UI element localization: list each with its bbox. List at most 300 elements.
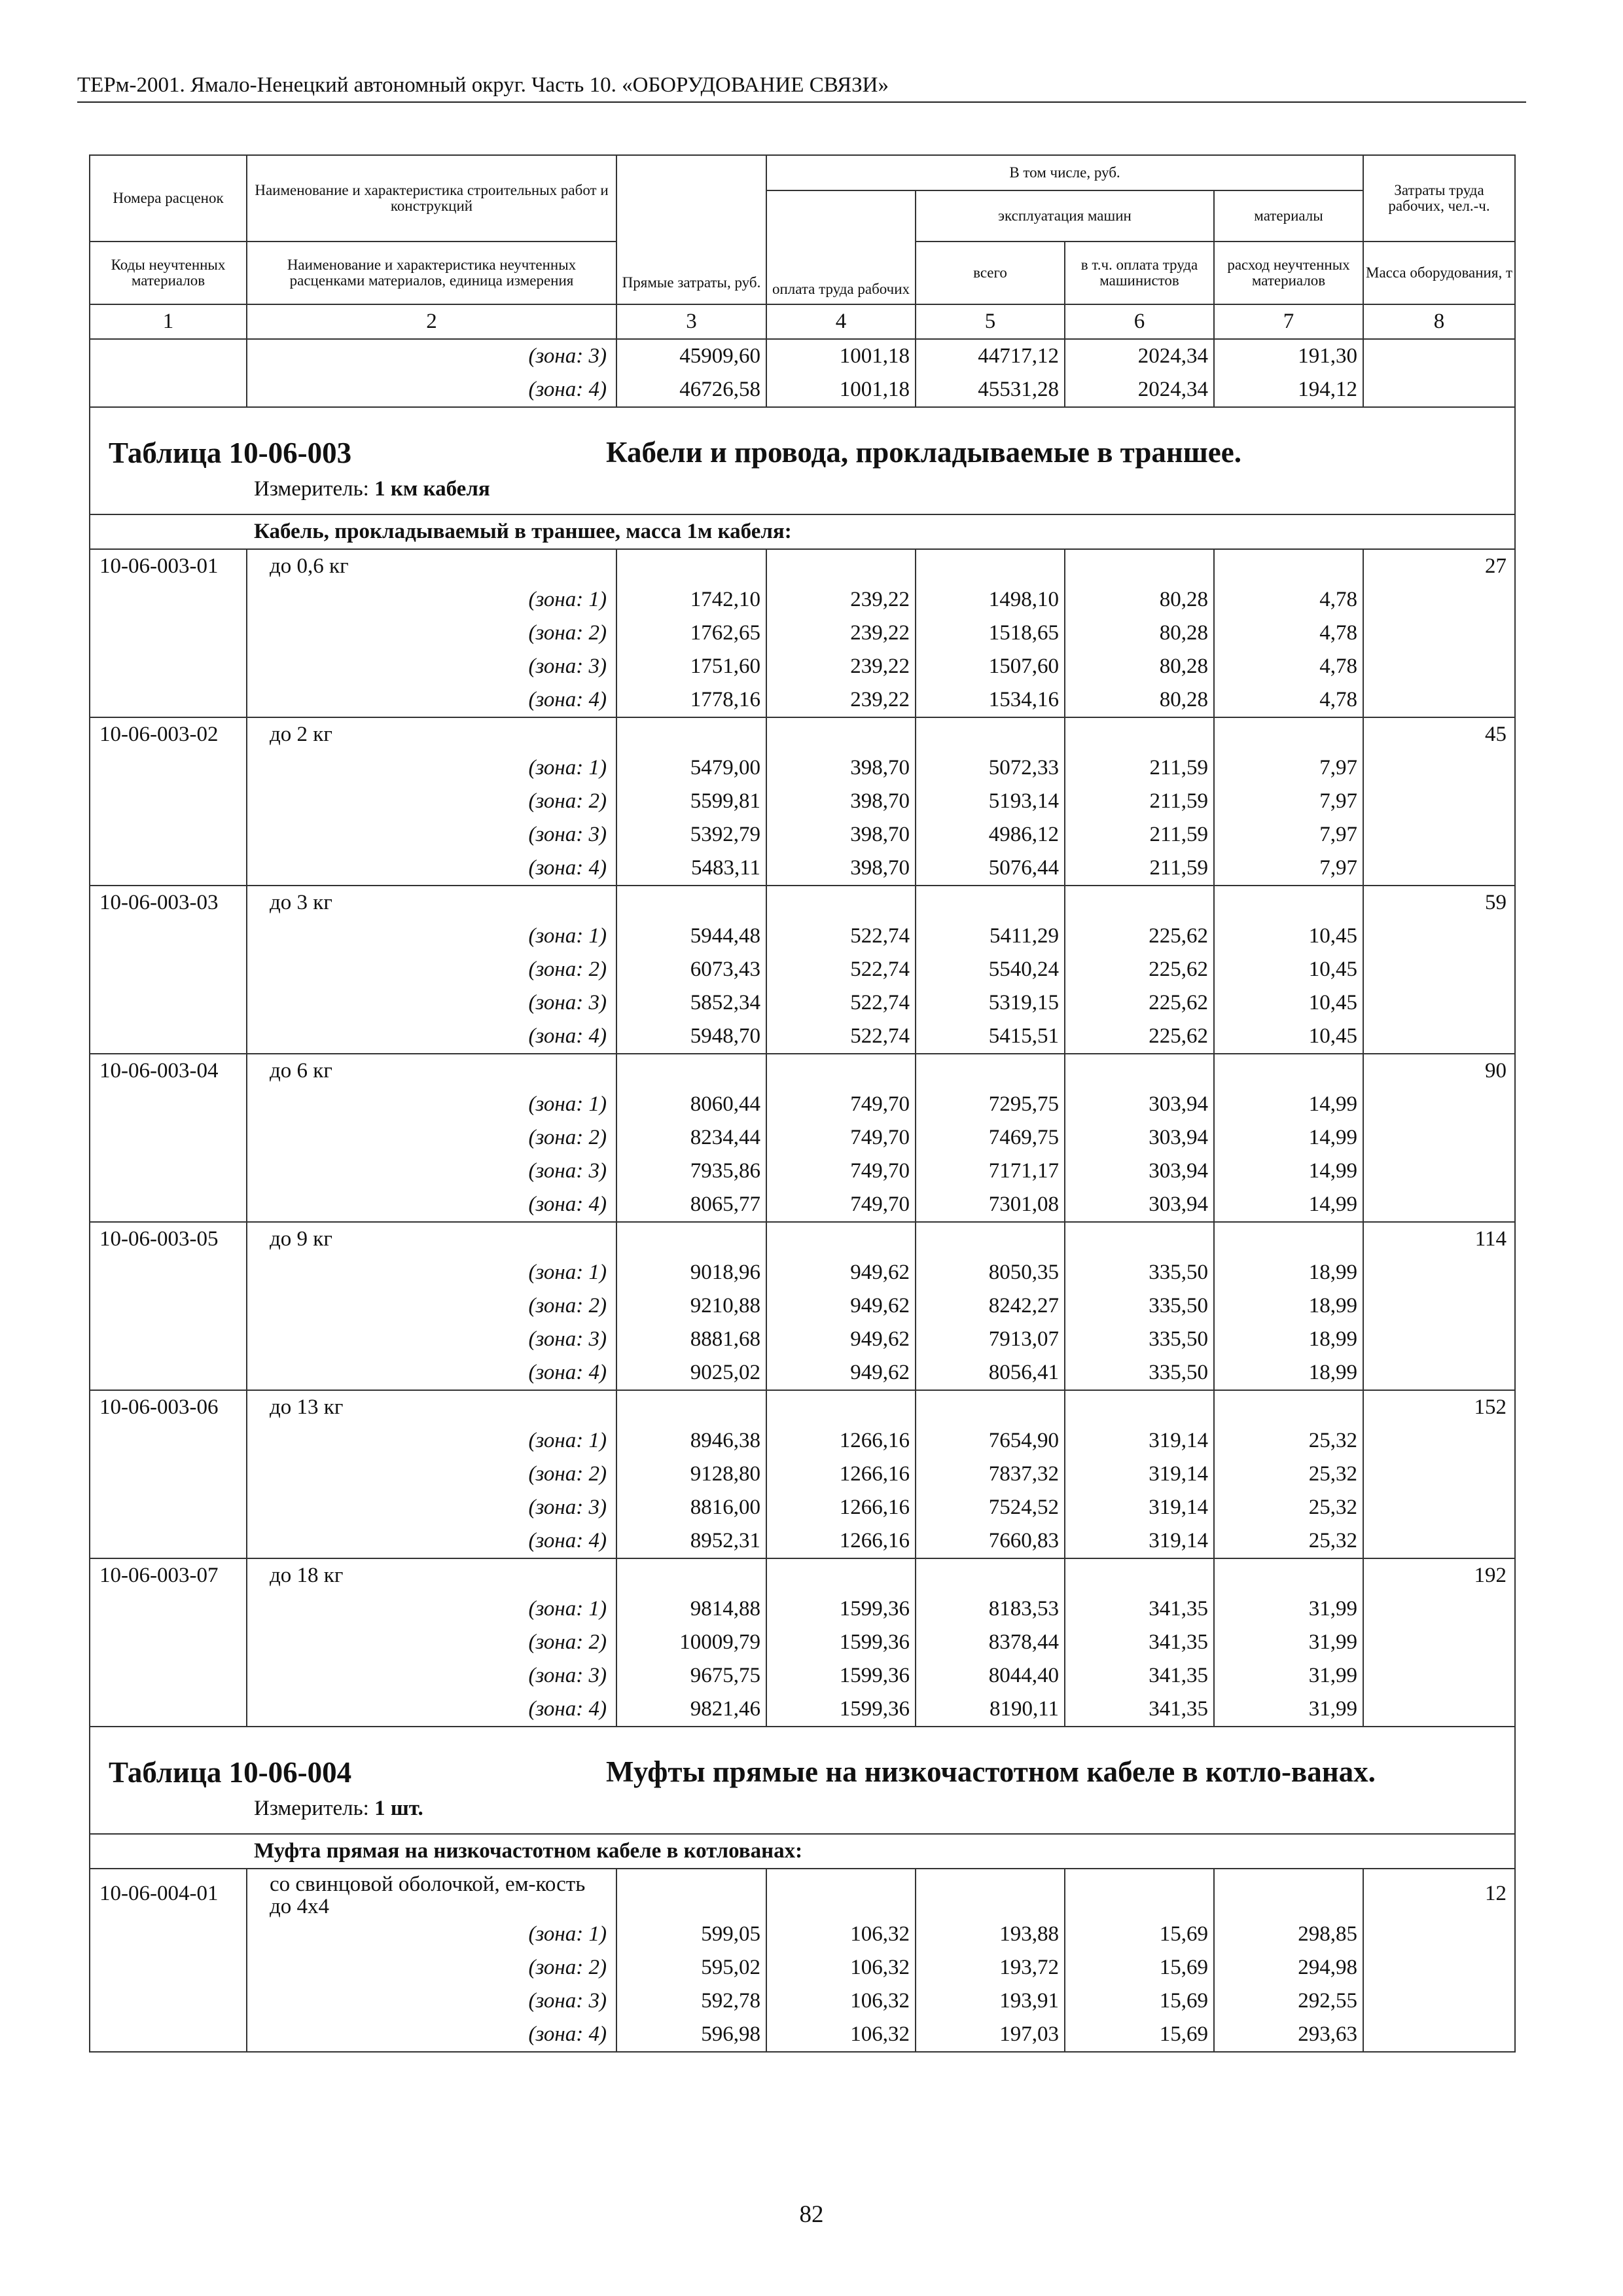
item-name: до 13 кг	[247, 1390, 616, 1424]
value-cell: 8952,31	[616, 1524, 766, 1558]
col-labor: Затраты труда рабочих, чел.-ч.	[1363, 155, 1515, 242]
value-cell: 10,45	[1214, 986, 1363, 1020]
table-row	[90, 339, 1515, 373]
code-cell	[90, 339, 247, 373]
value-cell	[766, 717, 916, 751]
labor-value: 59	[1363, 886, 1515, 920]
table-id: Таблица 10-06-003	[109, 437, 352, 469]
table-row	[90, 986, 1515, 1020]
value-cell: 239,22	[766, 583, 916, 617]
value-cell: 106,32	[766, 1984, 916, 2018]
value-cell: 8378,44	[916, 1626, 1065, 1659]
value-cell: 211,59	[1065, 785, 1214, 818]
table-id: Таблица 10-06-004	[109, 1756, 352, 1789]
value-cell: 1751,60	[616, 650, 766, 683]
zone-label: (зона: 1)	[247, 583, 616, 617]
rate-code: 10-06-003-02	[90, 717, 247, 751]
value-cell: 15,69	[1065, 1951, 1214, 1984]
value-cell: 8946,38	[616, 1424, 766, 1458]
value-cell	[1065, 549, 1214, 583]
value-cell: 8050,35	[916, 1256, 1065, 1289]
value-cell: 522,74	[766, 920, 916, 953]
value-cell: 106,32	[766, 2018, 916, 2052]
table-row	[90, 1155, 1515, 1188]
value-cell: 293,63	[1214, 2018, 1363, 2052]
value-cell: 14,99	[1214, 1155, 1363, 1188]
table-row	[90, 785, 1515, 818]
measure	[90, 1789, 1514, 1833]
table-row	[90, 1693, 1515, 1727]
table-heading-row	[90, 407, 1515, 514]
code-cell	[90, 818, 247, 852]
value-cell	[1065, 1222, 1214, 1256]
code-cell	[90, 1121, 247, 1155]
labor-cell	[1363, 1088, 1515, 1121]
value-cell: 4,78	[1214, 683, 1363, 717]
code-cell	[90, 1289, 247, 1323]
value-cell: 7,97	[1214, 818, 1363, 852]
value-cell	[766, 549, 916, 583]
table-row	[90, 1524, 1515, 1558]
code-cell	[90, 1424, 247, 1458]
value-cell: 5411,29	[916, 920, 1065, 953]
value-cell: 18,99	[1214, 1323, 1363, 1356]
table-row	[90, 1659, 1515, 1693]
code-cell	[90, 1088, 247, 1121]
value-cell: 106,32	[766, 1918, 916, 1951]
table-row	[90, 1323, 1515, 1356]
value-cell: 292,55	[1214, 1984, 1363, 2018]
value-cell: 294,98	[1214, 1951, 1363, 1984]
value-cell: 398,70	[766, 785, 916, 818]
item-row	[90, 1869, 1515, 1918]
value-cell: 45531,28	[916, 373, 1065, 407]
labor-cell	[1363, 986, 1515, 1020]
labor-cell	[1363, 1693, 1515, 1727]
zone-label: (зона: 4)	[247, 1524, 616, 1558]
value-cell: 1266,16	[766, 1424, 916, 1458]
col-materials: материалы	[1214, 190, 1363, 242]
value-cell: 80,28	[1065, 583, 1214, 617]
value-cell: 8816,00	[616, 1491, 766, 1524]
value-cell: 1599,36	[766, 1626, 916, 1659]
labor-cell	[1363, 1356, 1515, 1390]
table-row	[90, 1491, 1515, 1524]
value-cell: 239,22	[766, 617, 916, 650]
code-cell	[90, 683, 247, 717]
zone-label: (зона: 2)	[247, 1626, 616, 1659]
table-row	[90, 1626, 1515, 1659]
value-cell: 335,50	[1065, 1323, 1214, 1356]
value-cell	[916, 1869, 1065, 1918]
value-cell: 341,35	[1065, 1592, 1214, 1626]
labor-cell	[1363, 1256, 1515, 1289]
value-cell: 749,70	[766, 1188, 916, 1222]
value-cell: 80,28	[1065, 683, 1214, 717]
value-cell: 8234,44	[616, 1121, 766, 1155]
value-cell: 1507,60	[916, 650, 1065, 683]
zone-label: (зона: 4)	[247, 1693, 616, 1727]
value-cell: 5479,00	[616, 751, 766, 785]
item-row	[90, 886, 1515, 920]
zone-label: (зона: 3)	[247, 650, 616, 683]
value-cell	[1065, 717, 1214, 751]
value-cell: 25,32	[1214, 1524, 1363, 1558]
table-row	[90, 1256, 1515, 1289]
value-cell: 303,94	[1065, 1088, 1214, 1121]
item-row	[90, 1222, 1515, 1256]
value-cell	[916, 717, 1065, 751]
value-cell: 298,85	[1214, 1918, 1363, 1951]
value-cell	[616, 717, 766, 751]
zone-label: (зона: 1)	[247, 920, 616, 953]
labor-value: 152	[1363, 1390, 1515, 1424]
table-row	[90, 1918, 1515, 1951]
value-cell: 5319,15	[916, 986, 1065, 1020]
zone-label: (зона: 2)	[247, 953, 616, 986]
labor-cell	[1363, 818, 1515, 852]
value-cell: 4,78	[1214, 583, 1363, 617]
zone-label: (зона: 1)	[247, 751, 616, 785]
table-row	[90, 2018, 1515, 2052]
col-code-top: Номера расценок	[90, 155, 247, 242]
col-number: 4	[766, 304, 916, 339]
value-cell: 7301,08	[916, 1188, 1065, 1222]
group-row	[90, 514, 1515, 549]
value-cell: 225,62	[1065, 953, 1214, 986]
value-cell: 9018,96	[616, 1256, 766, 1289]
value-cell: 5392,79	[616, 818, 766, 852]
value-cell: 31,99	[1214, 1592, 1363, 1626]
value-cell: 7837,32	[916, 1458, 1065, 1491]
value-cell: 303,94	[1065, 1188, 1214, 1222]
value-cell	[916, 1558, 1065, 1592]
value-cell: 9025,02	[616, 1356, 766, 1390]
col-in-total: В том числе, руб.	[766, 155, 1363, 190]
code-cell	[90, 1155, 247, 1188]
code-cell	[90, 617, 247, 650]
value-cell: 522,74	[766, 986, 916, 1020]
table-row	[90, 1458, 1515, 1491]
labor-cell	[1363, 2018, 1515, 2052]
table-row	[90, 583, 1515, 617]
zone-label: (зона: 2)	[247, 1121, 616, 1155]
labor-cell	[1363, 1458, 1515, 1491]
table-row	[90, 1356, 1515, 1390]
zone-label: (зона: 3)	[247, 986, 616, 1020]
value-cell	[916, 886, 1065, 920]
item-row	[90, 717, 1515, 751]
table-title: Кабели и провода, прокладываемые в траншее.	[606, 436, 1241, 469]
zone-label: (зона: 2)	[247, 1951, 616, 1984]
table-heading-row	[90, 1727, 1515, 1834]
value-cell: 949,62	[766, 1289, 916, 1323]
col-direct: Прямые затраты, руб.	[616, 155, 766, 304]
value-cell: 225,62	[1065, 986, 1214, 1020]
labor-cell	[1363, 617, 1515, 650]
col-number: 5	[916, 304, 1065, 339]
col-number: 2	[247, 304, 616, 339]
col-mass: Масса оборудования, т	[1363, 242, 1515, 304]
value-cell: 7469,75	[916, 1121, 1065, 1155]
col-name-top: Наименование и характеристика строительных работ и конструкций	[247, 155, 616, 242]
zone-label: (зона: 4)	[247, 2018, 616, 2052]
value-cell	[1214, 1390, 1363, 1424]
zone-label: (зона: 4)	[247, 1188, 616, 1222]
col-number: 3	[616, 304, 766, 339]
value-cell: 31,99	[1214, 1659, 1363, 1693]
value-cell	[766, 1390, 916, 1424]
value-cell	[916, 1390, 1065, 1424]
code-cell	[90, 1356, 247, 1390]
value-cell: 5852,34	[616, 986, 766, 1020]
value-cell: 8881,68	[616, 1323, 766, 1356]
value-cell: 319,14	[1065, 1424, 1214, 1458]
value-cell: 319,14	[1065, 1524, 1214, 1558]
item-name: до 18 кг	[247, 1558, 616, 1592]
code-cell	[90, 920, 247, 953]
value-cell: 9814,88	[616, 1592, 766, 1626]
value-cell: 1266,16	[766, 1491, 916, 1524]
table-row	[90, 617, 1515, 650]
value-cell: 341,35	[1065, 1626, 1214, 1659]
group-row	[90, 1834, 1515, 1869]
value-cell: 1599,36	[766, 1592, 916, 1626]
labor-cell	[1363, 1984, 1515, 2018]
col-total: всего	[916, 242, 1065, 304]
code-cell	[90, 751, 247, 785]
value-cell: 5540,24	[916, 953, 1065, 986]
col-operators: в т.ч. оплата труда машинистов	[1065, 242, 1214, 304]
code-cell	[90, 373, 247, 407]
value-cell: 7171,17	[916, 1155, 1065, 1188]
group-title: Муфта прямая на низкочастотном кабеле в котлованах:	[90, 1834, 1515, 1869]
labor-value: 90	[1363, 1054, 1515, 1088]
code-cell	[90, 1951, 247, 1984]
item-row	[90, 1390, 1515, 1424]
zone-label: (зона: 2)	[247, 1458, 616, 1491]
table-row	[90, 1020, 1515, 1054]
value-cell	[1214, 1869, 1363, 1918]
measure-value: 1 шт.	[374, 1797, 423, 1820]
table-row	[90, 650, 1515, 683]
code-cell	[90, 953, 247, 986]
value-cell: 1001,18	[766, 339, 916, 373]
value-cell	[616, 886, 766, 920]
value-cell	[766, 886, 916, 920]
code-cell	[90, 1626, 247, 1659]
measure-value: 1 км кабеля	[374, 477, 490, 501]
item-row	[90, 1054, 1515, 1088]
value-cell: 45909,60	[616, 339, 766, 373]
code-cell	[90, 650, 247, 683]
value-cell: 25,32	[1214, 1458, 1363, 1491]
item-name: до 3 кг	[247, 886, 616, 920]
value-cell: 7524,52	[916, 1491, 1065, 1524]
value-cell: 1778,16	[616, 683, 766, 717]
code-cell	[90, 2018, 247, 2052]
value-cell: 1518,65	[916, 617, 1065, 650]
value-cell	[1214, 1054, 1363, 1088]
labor-cell	[1363, 1659, 1515, 1693]
value-cell: 5599,81	[616, 785, 766, 818]
table-row	[90, 1424, 1515, 1458]
labor-cell	[1363, 583, 1515, 617]
value-cell	[616, 1869, 766, 1918]
value-cell: 1266,16	[766, 1458, 916, 1491]
value-cell: 1534,16	[916, 683, 1065, 717]
value-cell	[916, 1222, 1065, 1256]
value-cell: 211,59	[1065, 751, 1214, 785]
value-cell: 9821,46	[616, 1693, 766, 1727]
value-cell: 5076,44	[916, 852, 1065, 886]
zone-label: (зона: 3)	[247, 1323, 616, 1356]
table-row	[90, 1984, 1515, 2018]
labor-cell	[1363, 1951, 1515, 1984]
item-row	[90, 549, 1515, 583]
value-cell: 18,99	[1214, 1256, 1363, 1289]
value-cell	[616, 1390, 766, 1424]
value-cell: 1498,10	[916, 583, 1065, 617]
labor-value: 12	[1363, 1869, 1515, 1918]
labor-cell	[1363, 1524, 1515, 1558]
value-cell: 5944,48	[616, 920, 766, 953]
value-cell: 5948,70	[616, 1020, 766, 1054]
code-cell	[90, 1918, 247, 1951]
zone-label: (зона: 1)	[247, 1918, 616, 1951]
value-cell: 46726,58	[616, 373, 766, 407]
value-cell: 8190,11	[916, 1693, 1065, 1727]
zone-label: (зона: 2)	[247, 617, 616, 650]
labor-cell	[1363, 785, 1515, 818]
value-cell: 191,30	[1214, 339, 1363, 373]
table-row	[90, 920, 1515, 953]
item-name: до 6 кг	[247, 1054, 616, 1088]
value-cell	[1065, 886, 1214, 920]
value-cell: 14,99	[1214, 1088, 1363, 1121]
table-row	[90, 683, 1515, 717]
table-body	[90, 339, 1515, 2052]
value-cell	[1065, 1869, 1214, 1918]
zone-label: (зона: 2)	[247, 785, 616, 818]
value-cell: 8242,27	[916, 1289, 1065, 1323]
value-cell: 1742,10	[616, 583, 766, 617]
col-number: 6	[1065, 304, 1214, 339]
value-cell: 749,70	[766, 1088, 916, 1121]
value-cell: 335,50	[1065, 1356, 1214, 1390]
value-cell: 5072,33	[916, 751, 1065, 785]
value-cell: 7,97	[1214, 785, 1363, 818]
value-cell: 18,99	[1214, 1356, 1363, 1390]
value-cell	[1065, 1390, 1214, 1424]
value-cell: 6073,43	[616, 953, 766, 986]
labor-cell	[1363, 1592, 1515, 1626]
table-heading	[90, 1727, 1515, 1834]
value-cell	[616, 549, 766, 583]
code-cell	[90, 986, 247, 1020]
value-cell: 7660,83	[916, 1524, 1065, 1558]
labor-cell	[1363, 1424, 1515, 1458]
table-row	[90, 1121, 1515, 1155]
value-cell: 319,14	[1065, 1491, 1214, 1524]
labor-cell	[1363, 1289, 1515, 1323]
labor-cell	[1363, 683, 1515, 717]
labor-value: 114	[1363, 1222, 1515, 1256]
value-cell: 10,45	[1214, 953, 1363, 986]
value-cell: 8060,44	[616, 1088, 766, 1121]
code-cell	[90, 1524, 247, 1558]
labor-cell	[1363, 1155, 1515, 1188]
value-cell	[1065, 1558, 1214, 1592]
value-cell: 595,02	[616, 1951, 766, 1984]
value-cell	[1214, 549, 1363, 583]
labor-cell	[1363, 852, 1515, 886]
value-cell: 8056,41	[916, 1356, 1065, 1390]
code-cell	[90, 583, 247, 617]
value-cell: 522,74	[766, 1020, 916, 1054]
value-cell: 749,70	[766, 1155, 916, 1188]
value-cell: 4,78	[1214, 617, 1363, 650]
value-cell: 2024,34	[1065, 339, 1214, 373]
code-cell	[90, 1984, 247, 2018]
value-cell: 949,62	[766, 1323, 916, 1356]
value-cell: 749,70	[766, 1121, 916, 1155]
table-row	[90, 373, 1515, 407]
value-cell: 10009,79	[616, 1626, 766, 1659]
value-cell	[916, 549, 1065, 583]
zone-label: (зона: 3)	[247, 1659, 616, 1693]
zone-label: (зона: 3)	[247, 339, 616, 373]
value-cell: 239,22	[766, 683, 916, 717]
value-cell: 193,88	[916, 1918, 1065, 1951]
rate-code: 10-06-003-05	[90, 1222, 247, 1256]
zone-label: (зона: 1)	[247, 1088, 616, 1121]
rate-code: 10-06-003-04	[90, 1054, 247, 1088]
value-cell	[766, 1869, 916, 1918]
value-cell: 14,99	[1214, 1121, 1363, 1155]
value-cell: 1599,36	[766, 1693, 916, 1727]
value-cell: 194,12	[1214, 373, 1363, 407]
value-cell: 80,28	[1065, 650, 1214, 683]
value-cell: 5415,51	[916, 1020, 1065, 1054]
table-row	[90, 852, 1515, 886]
labor-cell	[1363, 1918, 1515, 1951]
zone-label: (зона: 4)	[247, 683, 616, 717]
value-cell: 7,97	[1214, 852, 1363, 886]
value-cell	[616, 1054, 766, 1088]
col-number: 1	[90, 304, 247, 339]
value-cell: 7935,86	[616, 1155, 766, 1188]
value-cell	[766, 1222, 916, 1256]
code-cell	[90, 1693, 247, 1727]
col-number: 7	[1214, 304, 1363, 339]
code-cell	[90, 1323, 247, 1356]
code-cell	[90, 1592, 247, 1626]
value-cell: 949,62	[766, 1356, 916, 1390]
value-cell: 80,28	[1065, 617, 1214, 650]
value-cell: 9128,80	[616, 1458, 766, 1491]
value-cell: 1266,16	[766, 1524, 916, 1558]
measure-label: Измеритель:	[254, 1797, 369, 1820]
code-cell	[90, 852, 247, 886]
value-cell: 25,32	[1214, 1491, 1363, 1524]
table-heading	[90, 407, 1515, 514]
rate-code: 10-06-003-03	[90, 886, 247, 920]
value-cell: 303,94	[1065, 1155, 1214, 1188]
value-cell: 15,69	[1065, 1984, 1214, 2018]
value-cell	[1214, 1222, 1363, 1256]
labor-cell	[1363, 1020, 1515, 1054]
